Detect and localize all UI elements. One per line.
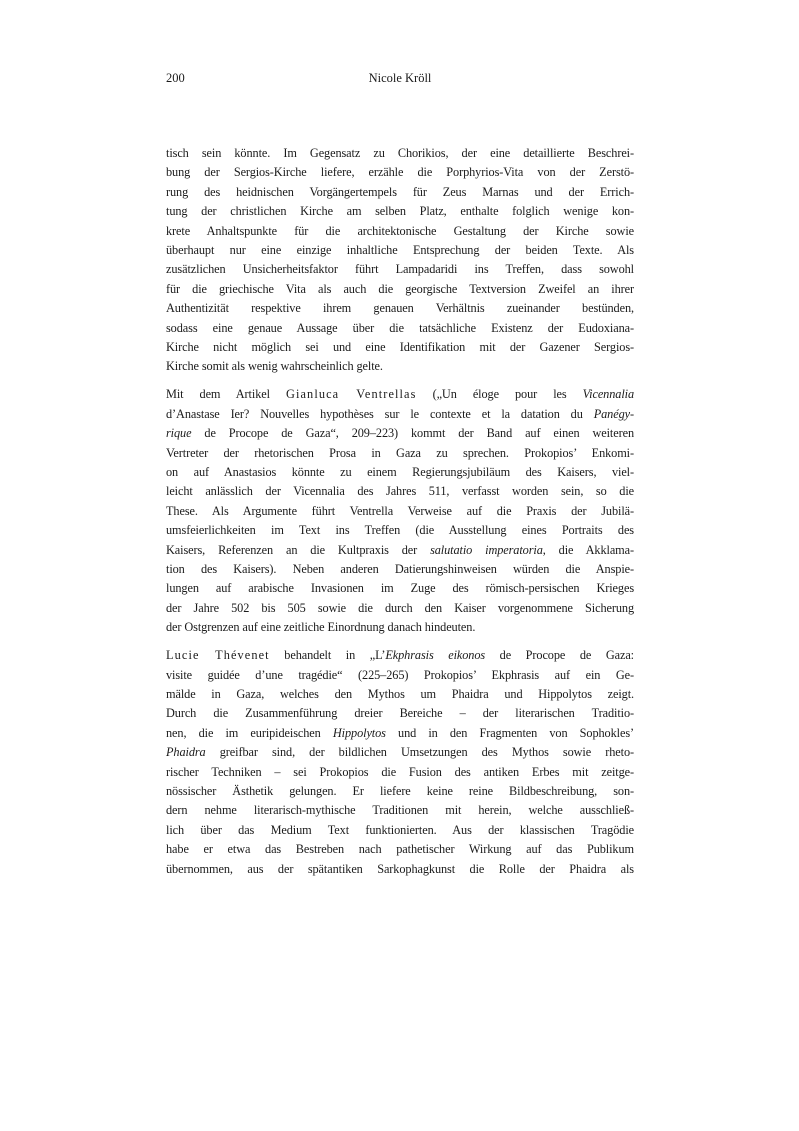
text-run: dern nehme literarisch-mythische Traditionen mit herein, welche ausschließ-: [166, 803, 634, 818]
text-line: [166, 144, 634, 163]
text-line: [166, 840, 634, 859]
text-line: [166, 599, 634, 618]
text-line: [166, 241, 634, 260]
text-run: leicht anlässlich der Vicennalia des Jahres 511, verfasst worden sein, so die: [166, 484, 634, 499]
text-run: zusätzlichen Unsicherheitsfaktor führt Lampadaridi ins Treffen, dass sowohl: [166, 262, 634, 277]
letterspaced-name-run: Lucie Thévenet: [166, 648, 270, 663]
italic-text-run: rique: [166, 426, 192, 441]
text-run: rung des heidnischen Vorgängertempels für Zeus Marnas und der Errich-: [166, 184, 634, 199]
text-line: [166, 782, 634, 801]
text-line: [166, 319, 634, 338]
letterspaced-name-run: Gianluca Ventrellas: [285, 387, 417, 402]
text-run: („Un éloge pour les: [416, 387, 583, 402]
text-run: übernommen, aus der spätantiken Sarkophagkunst die Rolle der Phaidra als: [166, 861, 634, 876]
text-run: umsfeierlichkeiten im Text ins Treffen (die Ausstellung eines Portraits des: [166, 523, 634, 538]
page-header: [166, 70, 634, 90]
paragraph: [166, 144, 634, 377]
text-run: für die griechische Vita als auch die georgische Textversion Zweifel an ihrer: [166, 281, 634, 296]
text-line: [166, 763, 634, 782]
text-line: [166, 579, 634, 598]
text-run: rischer Techniken – sei Prokopios die Fusion des antiken Erbes mit zeitge-: [166, 764, 634, 779]
text-run: Authentizität respektive ihrem genauen Verhältnis zueinander bestünden,: [166, 301, 634, 316]
text-line: [166, 357, 634, 376]
italic-text-run: Phaidra: [166, 745, 206, 760]
text-run: visite guidée d’une tragédie“ (225–265) Prokopios’ Ekphrasis auf ein Ge-: [166, 667, 634, 682]
text-run: behandelt in „L’: [269, 648, 386, 663]
text-line: [166, 666, 634, 685]
text-line: [166, 618, 634, 637]
text-line: [166, 424, 634, 443]
italic-text-run: Vicennalia: [582, 387, 634, 402]
text-run: überhaupt nur eine einzige inhaltliche Entsprechung der beiden Texte. Als: [166, 243, 634, 258]
text-line: [166, 482, 634, 501]
text-line: [166, 724, 634, 743]
italic-text-run: Ekphrasis eikonos: [385, 648, 486, 663]
text-line: [166, 860, 634, 879]
text-line: [166, 222, 634, 241]
text-run: on auf Anastasios könnte zu einem Regierungsjubiläum des Kaisers, viel-: [166, 465, 634, 479]
text-run: tisch sein könnte. Im Gegensatz zu Chorikios, der eine detaillierte Beschrei-: [166, 146, 634, 160]
text-line: [166, 821, 634, 840]
text-line: [166, 704, 634, 723]
text-run: mälde in Gaza, welches den Mythos um Phaidra und Hippolytos zeigt.: [166, 686, 634, 701]
text-run: lungen auf arabische Invasionen im Zuge des römisch-persischen Krieges: [166, 581, 634, 596]
text-run: greifbar sind, der bildlichen Umsetzungen des Mythos sowie rheto-: [205, 745, 634, 760]
italic-text-run: Hippolytos: [332, 725, 386, 740]
text-run: d’Anastase Ier? Nouvelles hypothèses sur le contexte et la datation du: [166, 406, 594, 421]
text-run: tion des Kaisers). Neben anderen Datierungshinweisen würden die Anspie-: [166, 562, 634, 577]
text-run: Kaisers, Referenzen an die Kultpraxis der: [166, 542, 431, 557]
text-line: [166, 260, 634, 279]
text-run: und in den Fragmenten von Sophokles’: [385, 725, 635, 740]
text-line: [166, 502, 634, 521]
text-line: [166, 405, 634, 424]
paragraph: [166, 385, 634, 637]
text-line: [166, 646, 634, 665]
text-line: [166, 560, 634, 579]
text-run: Mit dem Artikel: [166, 387, 286, 402]
text-run: These. Als Argumente führt Ventrella Verweise auf die Praxis der Jubilä-: [166, 503, 634, 518]
text-run: Kirche nicht möglich sei und eine Identifikation mit der Gazener Sergios-: [166, 340, 634, 355]
text-line: [166, 299, 634, 318]
text-line: [166, 463, 634, 482]
text-run: lich über das Medium Text funktionierten. Aus der klassischen Tragödie: [166, 822, 634, 837]
text-run: krete Anhaltspunkte für die architektonische Gestaltung der Kirche sowie: [166, 223, 634, 238]
text-run: nen, die im euripideischen: [166, 725, 333, 740]
text-run: nössischer Ästhetik gelungen. Er liefere keine reine Bildbeschreibung, son-: [166, 784, 634, 798]
text-run: bung der Sergios-Kirche liefere, erzähle die Porphyrios-Vita von der Zerstö-: [166, 165, 634, 180]
text-run: sodass eine genaue Aussage über die tatsächliche Existenz der Eudoxiana-: [166, 320, 634, 335]
text-run: der Ostgrenzen auf eine zeitliche Einordnung danach hindeuten.: [166, 620, 476, 635]
text-block: [166, 144, 634, 888]
text-run: de Procope de Gaza:: [485, 648, 634, 663]
text-line: [166, 338, 634, 357]
running-title: Nicole Kröll: [368, 71, 432, 85]
text-run: de Procope de Gaza“, 209–223) kommt der Band auf einen weiteren: [191, 426, 634, 441]
paragraph: [166, 646, 634, 879]
italic-text-run: Panégy-: [593, 406, 634, 421]
italic-text-run: salutatio imperatoria: [430, 542, 543, 557]
text-run: Vertreter der rhetorischen Prosa in Gaza zu sprechen. Prokopios’ Enkomi-: [166, 445, 634, 460]
text-line: [166, 202, 634, 221]
text-line: [166, 801, 634, 820]
text-line: [166, 521, 634, 540]
text-run: , die Akklama-: [542, 542, 634, 557]
text-line: [166, 444, 634, 463]
text-run: der Jahre 502 bis 505 sowie die durch den Kaiser vorgenommene Sicherung: [166, 600, 634, 615]
text-run: Kirche somit als wenig wahrscheinlich gelte.: [166, 359, 383, 374]
text-line: [166, 685, 634, 704]
text-line: [166, 183, 634, 202]
text-run: Durch die Zusammenführung dreier Bereiche – der literarischen Traditio-: [166, 706, 634, 721]
text-run: tung der christlichen Kirche am selben Platz, enthalte folglich wenige kon-: [166, 204, 634, 219]
text-line: [166, 385, 634, 404]
text-line: [166, 280, 634, 299]
text-run: habe er etwa das Bestreben nach pathetischer Wirkung auf das Publikum: [166, 842, 634, 857]
text-line: [166, 743, 634, 762]
text-line: [166, 163, 634, 182]
page-number: 200: [166, 71, 185, 85]
text-line: [166, 541, 634, 560]
